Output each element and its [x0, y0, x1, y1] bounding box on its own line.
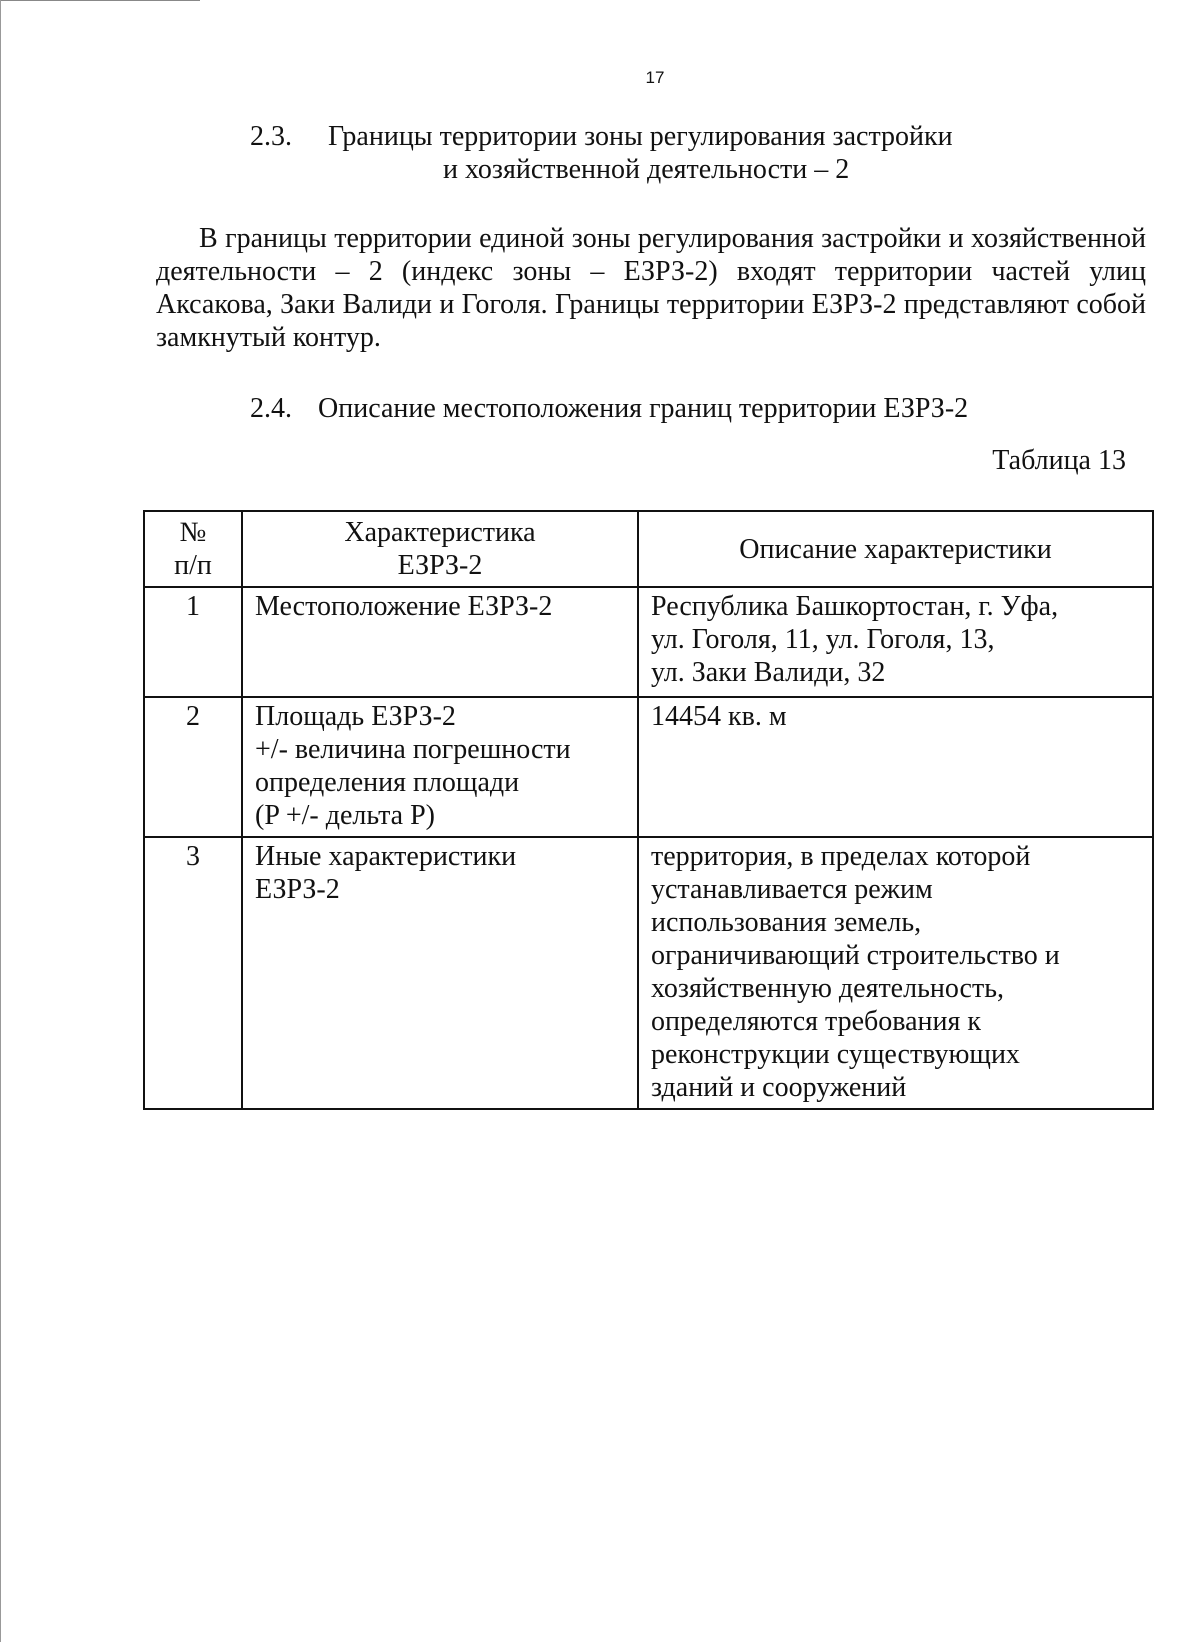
- header-char-line2: ЕЗРЗ-2: [397, 550, 483, 581]
- table-row: [144, 837, 1153, 1109]
- cell-line: ЕЗРЗ-2: [255, 874, 340, 905]
- characteristics-table: [143, 510, 1154, 1110]
- cell-line: 14454 кв. м: [651, 701, 787, 732]
- row-description: [638, 697, 1153, 837]
- cell-line: Местоположение ЕЗРЗ-2: [255, 591, 553, 622]
- cell-line: ул. Гоголя, 11, ул. Гоголя, 13,: [651, 624, 995, 655]
- header-description: Описание характеристики: [638, 511, 1153, 587]
- section-number: 2.4.: [250, 393, 292, 424]
- cell-line: зданий и сооружений: [651, 1072, 907, 1103]
- cell-line: реконструкции существующих: [651, 1039, 1020, 1070]
- header-characteristic: [242, 511, 638, 587]
- section-title: Описание местоположения границ территории ЕЗРЗ-2: [318, 393, 969, 424]
- cell-line: Иные характеристики: [255, 841, 517, 872]
- row-number: 3: [144, 837, 242, 1109]
- body-paragraph: В границы территории единой зоны регулирования застройки и хозяйственной деятельности – 2 (индекс зоны – ЕЗРЗ-2) входят территории частей улиц Аксакова, Заки Валиди и Гоголя. Границы территории ЕЗРЗ-2 представляют собой замкнутый контур.: [156, 223, 1146, 353]
- header-char-line1: Характеристика: [344, 517, 536, 548]
- section-title-line2: и хозяйственной деятельности – 2: [443, 154, 850, 185]
- page-number: 17: [645, 68, 665, 87]
- cell-line: определения площади: [255, 767, 520, 798]
- table-label: Таблица 13: [992, 445, 1126, 476]
- scan-edge-left: [0, 0, 1, 1642]
- row-characteristic: [242, 837, 638, 1109]
- section-heading-2-4: [250, 392, 968, 425]
- cell-line: ограничивающий строительство и: [651, 940, 1060, 971]
- row-description: [638, 837, 1153, 1109]
- cell-line: Площадь ЕЗРЗ-2: [255, 701, 456, 732]
- row-characteristic: [242, 697, 638, 837]
- cell-line: определяются требования к: [651, 1006, 981, 1037]
- header-num: [144, 511, 242, 587]
- row-number: 1: [144, 587, 242, 697]
- cell-line: ул. Заки Валиди, 32: [651, 657, 886, 688]
- scan-edge-top: [0, 0, 200, 1]
- table-row: [144, 697, 1153, 837]
- cell-line: территория, в пределах которой: [651, 841, 1031, 872]
- cell-line: (P +/- дельта P): [255, 800, 436, 831]
- header-num-line1: №: [179, 517, 207, 548]
- row-characteristic: [242, 587, 638, 697]
- table-row: [144, 587, 1153, 697]
- row-number: 2: [144, 697, 242, 837]
- section-title-line1: Границы территории зоны регулирования застройки: [328, 121, 953, 152]
- cell-line: +/- величина погрешности: [255, 734, 571, 765]
- cell-line: хозяйственную деятельность,: [651, 973, 1004, 1004]
- header-num-line2: п/п: [174, 550, 212, 581]
- table-header-row: [144, 511, 1153, 587]
- cell-line: использования земель,: [651, 907, 922, 938]
- section-number: 2.3.: [250, 121, 292, 152]
- section-heading-2-3: [250, 120, 953, 185]
- row-description: [638, 587, 1153, 697]
- cell-line: Республика Башкортостан, г. Уфа,: [651, 591, 1059, 622]
- cell-line: устанавливается режим: [651, 874, 933, 905]
